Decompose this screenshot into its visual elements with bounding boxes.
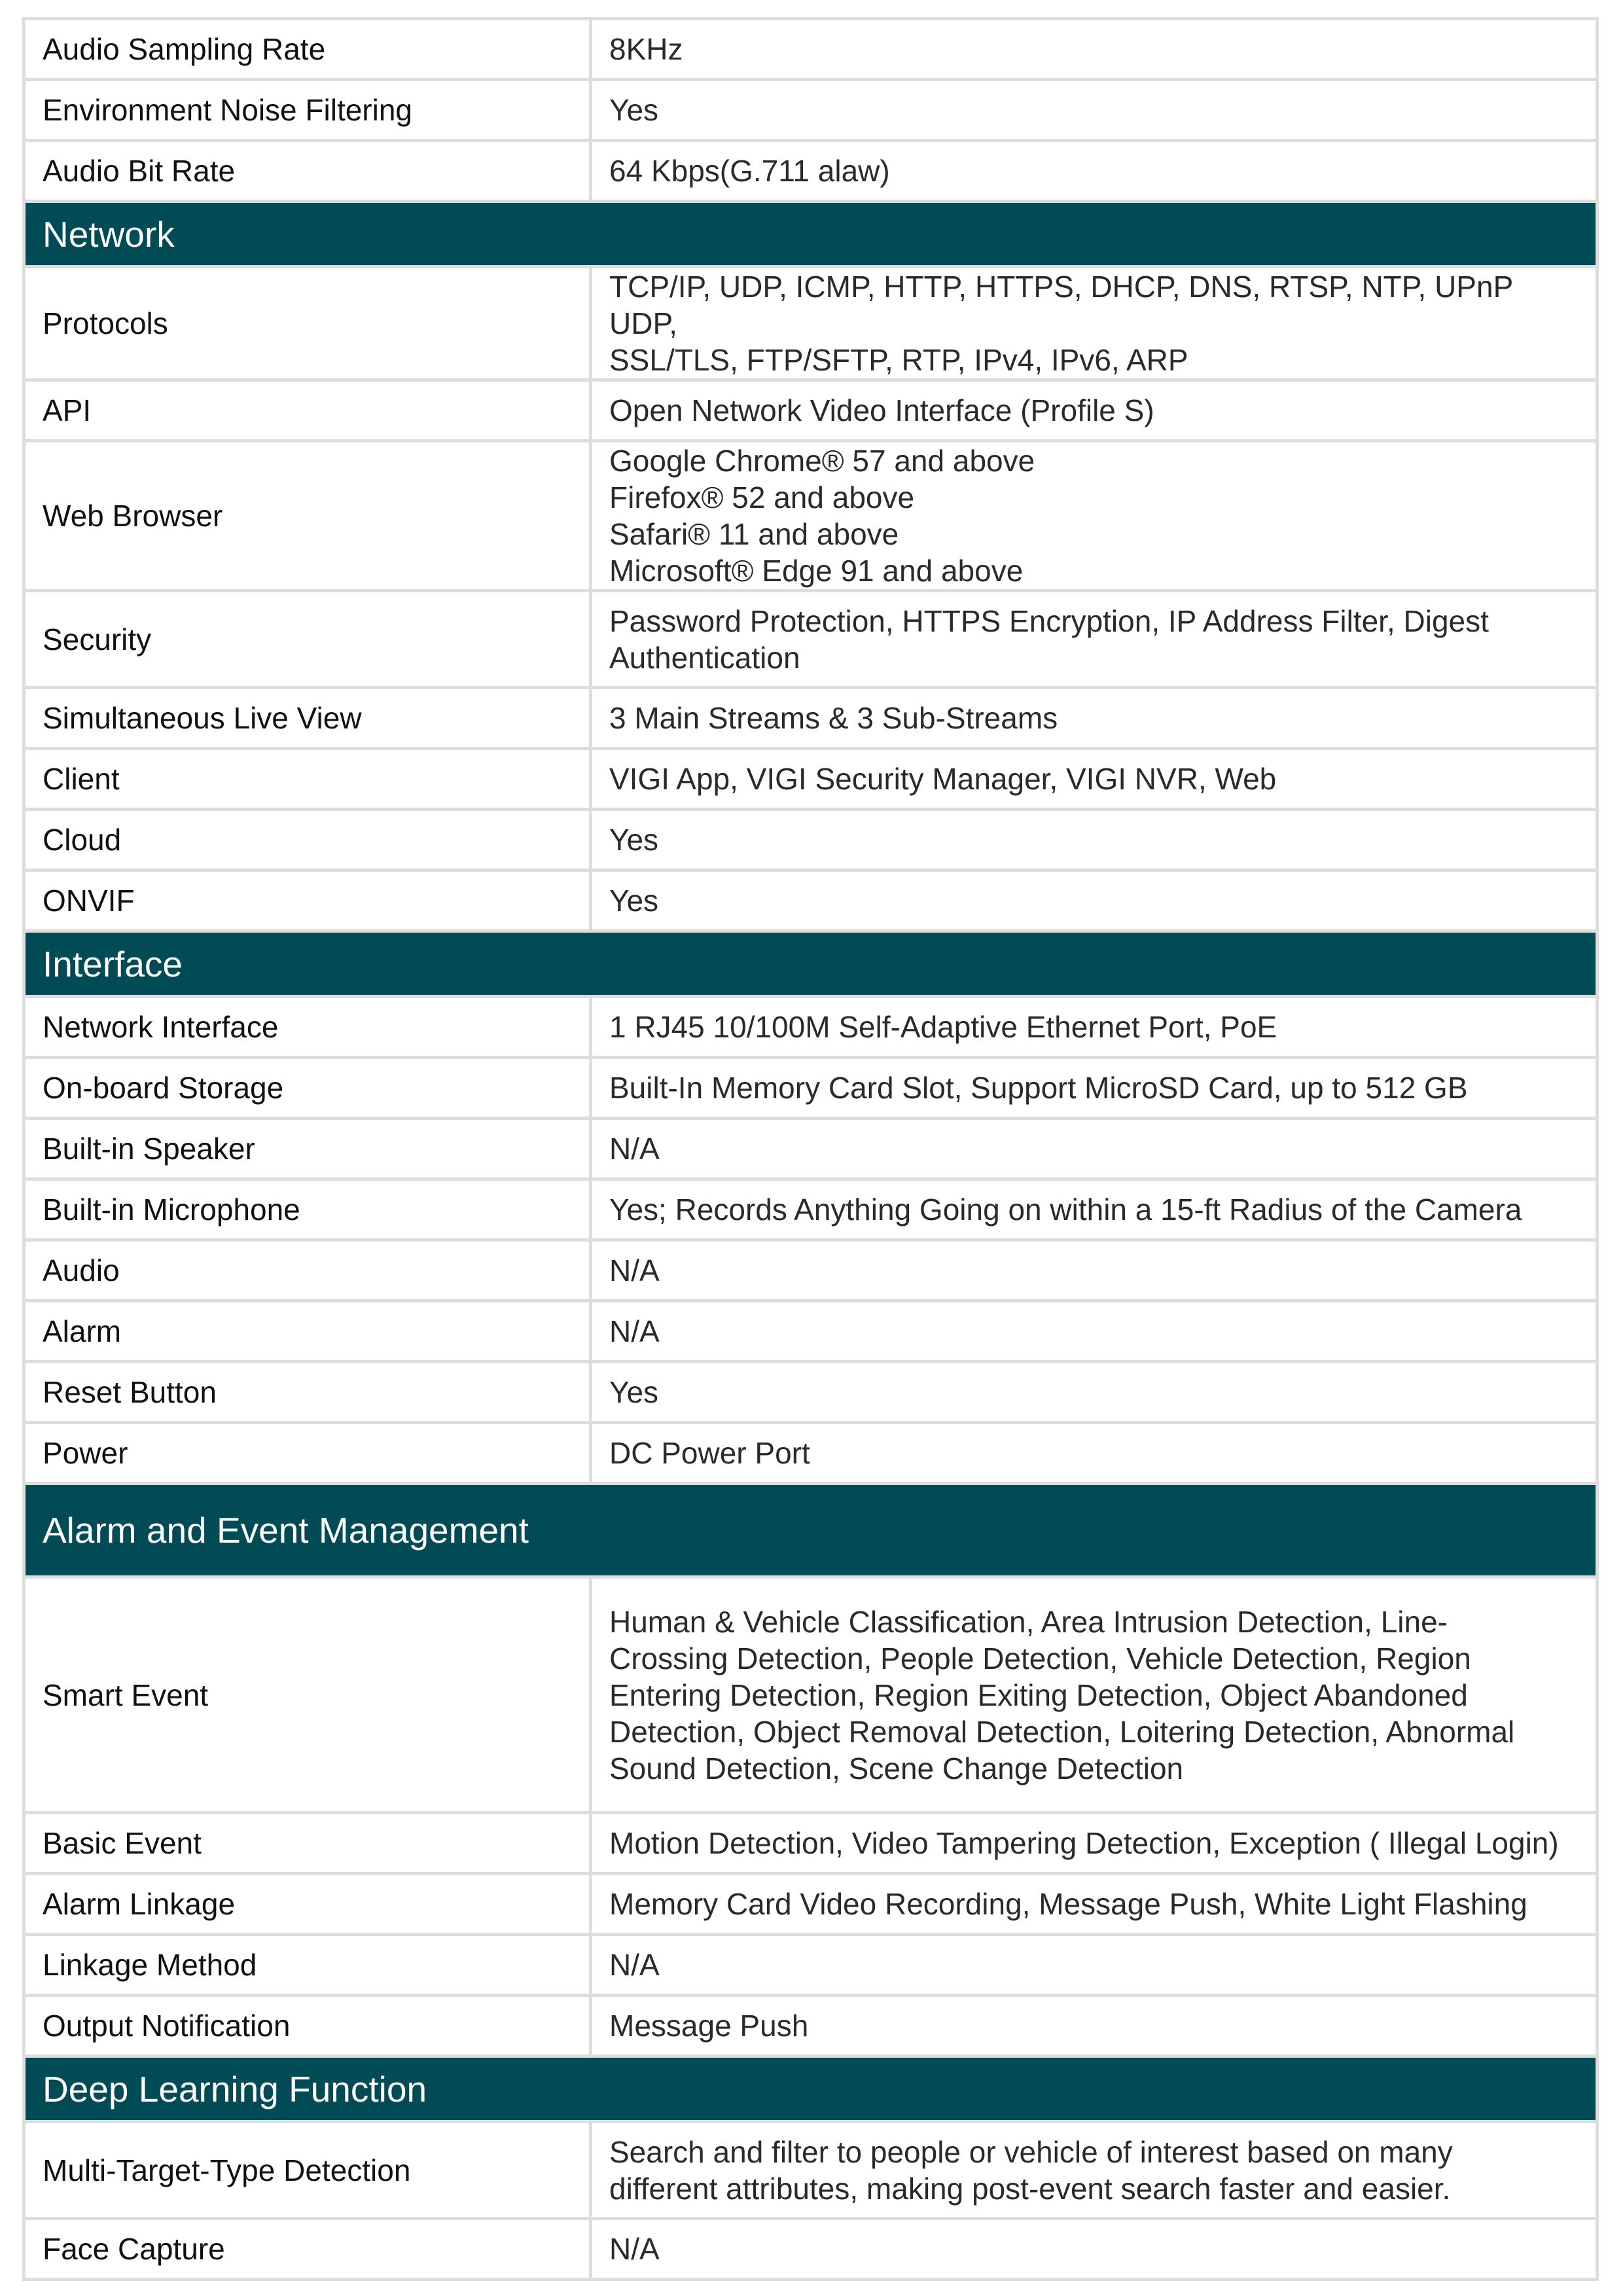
spec-label: Protocols <box>24 267 591 380</box>
spec-value: N/A <box>591 1119 1597 1179</box>
spec-row-audio-bit-rate <box>24 141 1597 202</box>
spec-label: Multi-Target-Type Detection <box>24 2122 591 2219</box>
spec-label: On-board Storage <box>24 1058 591 1119</box>
spec-row-web-browser <box>24 441 1597 591</box>
spec-value: Yes <box>591 810 1597 870</box>
spec-label: Environment Noise Filtering <box>24 80 591 141</box>
spec-label: Reset Button <box>24 1362 591 1423</box>
spec-value: Yes <box>591 870 1597 931</box>
spec-row-reset-button <box>24 1362 1597 1423</box>
spec-value: 3 Main Streams & 3 Sub-Streams <box>591 688 1597 749</box>
spec-row-security <box>24 591 1597 688</box>
spec-label: API <box>24 380 591 441</box>
spec-row-basic-event <box>24 1813 1597 1874</box>
section-title: Deep Learning Function <box>24 2056 1597 2122</box>
spec-value: Google Chrome® 57 and above Firefox® 52 and above Safari® 11 and above Microsoft® Edge 91 and above <box>591 441 1597 591</box>
spec-value: N/A <box>591 2219 1597 2280</box>
spec-value: N/A <box>591 1301 1597 1362</box>
spec-label: Simultaneous Live View <box>24 688 591 749</box>
spec-row-alarm <box>24 1301 1597 1362</box>
spec-value: Yes <box>591 1362 1597 1423</box>
spec-label: Security <box>24 591 591 688</box>
spec-row-face-capture <box>24 2219 1597 2280</box>
spec-value: Message Push <box>591 1996 1597 2056</box>
spec-row-environment-noise-filtering <box>24 80 1597 141</box>
spec-value: 8KHz <box>591 19 1597 80</box>
section-title: Alarm and Event Management <box>24 1484 1597 1577</box>
spec-label: Output Notification <box>24 1996 591 2056</box>
spec-table-body <box>24 19 1597 2280</box>
spec-label: Face Capture <box>24 2219 591 2280</box>
spec-label: Built-in Speaker <box>24 1119 591 1179</box>
spec-value: Yes; Records Anything Going on within a 15-ft Radius of the Camera <box>591 1179 1597 1240</box>
spec-value: Password Protection, HTTPS Encryption, IP Address Filter, Digest Authentication <box>591 591 1597 688</box>
spec-value: Motion Detection, Video Tampering Detection, Exception ( Illegal Login) <box>591 1813 1597 1874</box>
spec-value: Built-In Memory Card Slot, Support MicroSD Card, up to 512 GB <box>591 1058 1597 1119</box>
spec-value: N/A <box>591 1935 1597 1996</box>
spec-value: Search and filter to people or vehicle of interest based on many different attributes, making post-event search faster and easier. <box>591 2122 1597 2219</box>
spec-value: Memory Card Video Recording, Message Push, White Light Flashing <box>591 1874 1597 1935</box>
spec-label: Linkage Method <box>24 1935 591 1996</box>
spec-row-audio-sampling-rate <box>24 19 1597 80</box>
spec-value: N/A <box>591 1240 1597 1301</box>
spec-label: Audio Bit Rate <box>24 141 591 202</box>
spec-label: Alarm <box>24 1301 591 1362</box>
spec-label: Alarm Linkage <box>24 1874 591 1935</box>
spec-label: Audio Sampling Rate <box>24 19 591 80</box>
spec-label: Built-in Microphone <box>24 1179 591 1240</box>
spec-label: Cloud <box>24 810 591 870</box>
spec-row-alarm-linkage <box>24 1874 1597 1935</box>
spec-row-on-board-storage <box>24 1058 1597 1119</box>
spec-value: Human & Vehicle Classification, Area Intrusion Detection, Line- Crossing Detection, People Detection, Vehicle Detection, Region Entering Detection, Region Exiting Detection, Object Abandoned Detection, Object Removal Detection, Loitering Detection, Abnormal Sound Detection, Scene Change Detection <box>591 1577 1597 1813</box>
spec-row-protocols <box>24 267 1597 380</box>
spec-row-output-notification <box>24 1996 1597 2056</box>
section-header-deep-learning-function <box>24 2056 1597 2122</box>
spec-value: 1 RJ45 10/100M Self-Adaptive Ethernet Port, PoE <box>591 997 1597 1058</box>
spec-row-simultaneous-live-view <box>24 688 1597 749</box>
spec-row-client <box>24 749 1597 810</box>
section-title: Network <box>24 202 1597 267</box>
spec-label: Smart Event <box>24 1577 591 1813</box>
spec-label: Network Interface <box>24 997 591 1058</box>
spec-row-linkage-method <box>24 1935 1597 1996</box>
spec-label: Basic Event <box>24 1813 591 1874</box>
spec-row-smart-event <box>24 1577 1597 1813</box>
spec-value: VIGI App, VIGI Security Manager, VIGI NVR, Web <box>591 749 1597 810</box>
section-header-alarm-and-event-management <box>24 1484 1597 1577</box>
spec-label: Power <box>24 1423 591 1484</box>
spec-row-built-in-microphone <box>24 1179 1597 1240</box>
spec-row-built-in-speaker <box>24 1119 1597 1179</box>
spec-value: TCP/IP, UDP, ICMP, HTTP, HTTPS, DHCP, DNS, RTSP, NTP, UPnP UDP, SSL/TLS, FTP/SFTP, RTP, IPv4, IPv6, ARP <box>591 267 1597 380</box>
spec-value: Open Network Video Interface (Profile S) <box>591 380 1597 441</box>
spec-value: DC Power Port <box>591 1423 1597 1484</box>
spec-row-multi-target-type-detection <box>24 2122 1597 2219</box>
section-title: Interface <box>24 931 1597 997</box>
spec-label: Web Browser <box>24 441 591 591</box>
spec-row-api <box>24 380 1597 441</box>
spec-row-audio <box>24 1240 1597 1301</box>
spec-row-cloud <box>24 810 1597 870</box>
spec-label: Audio <box>24 1240 591 1301</box>
section-header-interface <box>24 931 1597 997</box>
spec-table <box>22 17 1599 2281</box>
spec-value: 64 Kbps(G.711 alaw) <box>591 141 1597 202</box>
spec-value: Yes <box>591 80 1597 141</box>
spec-row-onvif <box>24 870 1597 931</box>
spec-row-network-interface <box>24 997 1597 1058</box>
spec-label: ONVIF <box>24 870 591 931</box>
spec-row-power <box>24 1423 1597 1484</box>
spec-label: Client <box>24 749 591 810</box>
section-header-network <box>24 202 1597 267</box>
